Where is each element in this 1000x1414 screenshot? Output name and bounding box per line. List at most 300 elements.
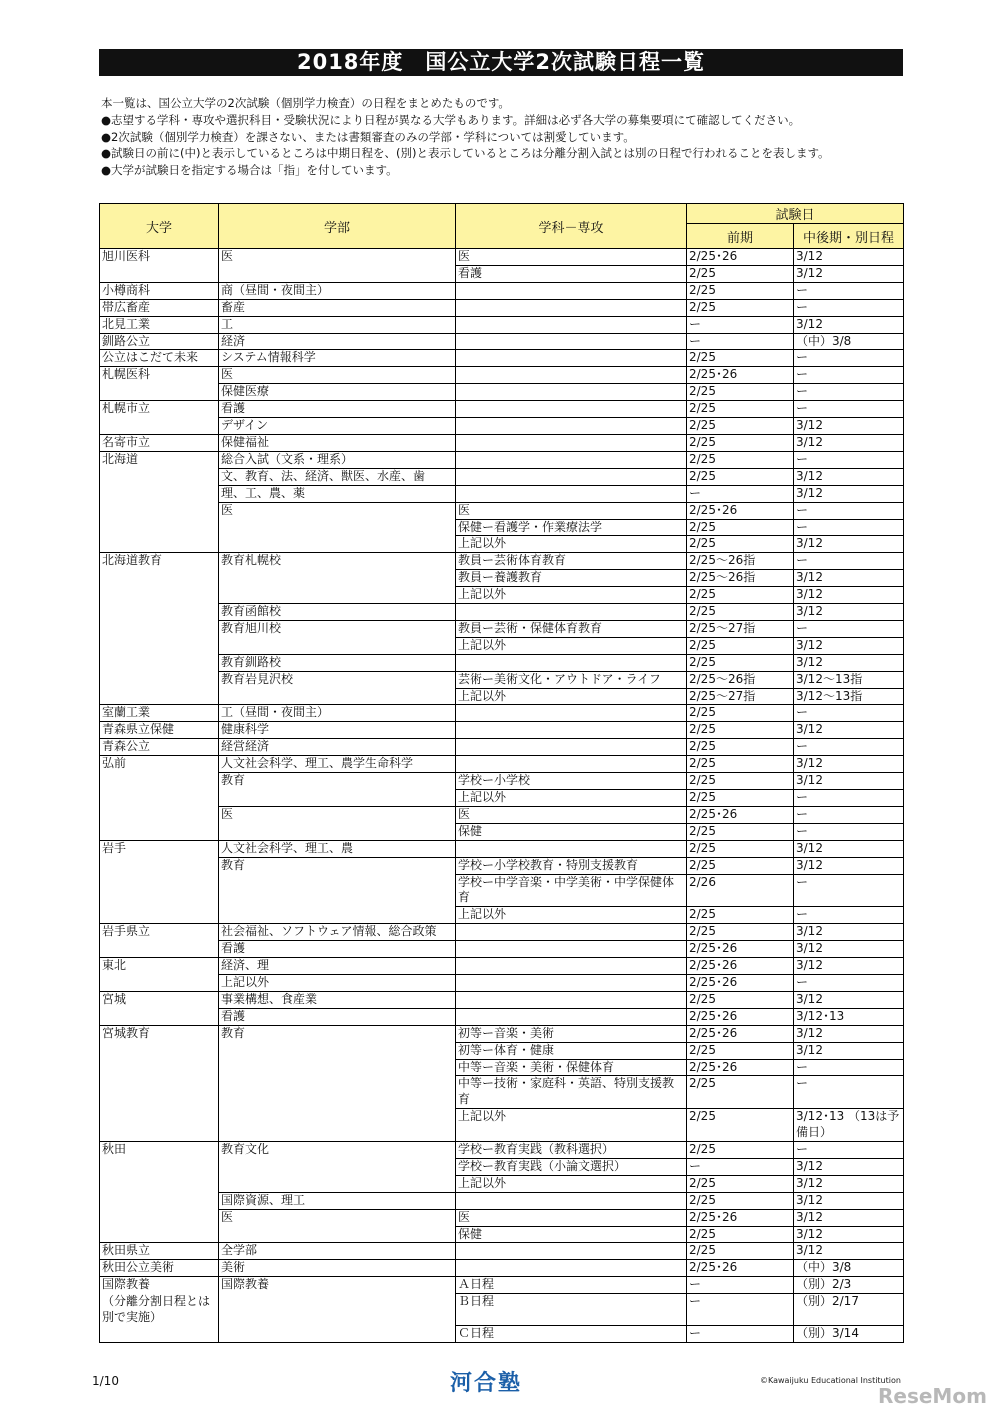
- cell-mid-late: ー: [794, 519, 904, 536]
- cell-university: [100, 806, 219, 823]
- table-row: [100, 705, 904, 722]
- cell-mid-late: 3/12: [794, 604, 904, 621]
- table-row: [100, 1076, 904, 1109]
- cell-university: [100, 1109, 219, 1142]
- cell-early: 2/25･26: [687, 974, 794, 991]
- cell-university: [100, 773, 219, 790]
- cell-early: 2/25: [687, 434, 794, 451]
- table-row: [100, 874, 904, 907]
- cell-university: [100, 790, 219, 807]
- cell-department: 学校ー中学音楽・中学美術・中学保健体育: [456, 874, 687, 907]
- cell-faculty: [219, 536, 456, 553]
- cell-faculty: [219, 1076, 456, 1109]
- table-row: [100, 1025, 904, 1042]
- cell-mid-late: 3/12: [794, 924, 904, 941]
- cell-university: 岩手: [100, 840, 219, 857]
- cell-early: 2/25: [687, 991, 794, 1008]
- cell-early: 2/25･26: [687, 1260, 794, 1277]
- cell-department: 看護: [456, 265, 687, 282]
- cell-department: 上記以外: [456, 688, 687, 705]
- cell-faculty: 商（昼間・夜間主）: [219, 282, 456, 299]
- cell-mid-late: ー: [794, 299, 904, 316]
- cell-department: [456, 1243, 687, 1260]
- cell-early: 2/25: [687, 587, 794, 604]
- cell-early: 2/25･26: [687, 1209, 794, 1226]
- cell-mid-late: ー: [794, 451, 904, 468]
- cell-mid-late: 3/12: [794, 941, 904, 958]
- table-row: [100, 418, 904, 435]
- cell-university: [100, 604, 219, 621]
- table-row: [100, 941, 904, 958]
- cell-department: 上記以外: [456, 1109, 687, 1142]
- table-row: [100, 1059, 904, 1076]
- cell-faculty: 教育文化: [219, 1142, 456, 1159]
- cell-faculty: 経済: [219, 333, 456, 350]
- cell-early: 2/25･26: [687, 1025, 794, 1042]
- cell-faculty: システム情報科学: [219, 350, 456, 367]
- copyright: ©Kawaijuku Educational Institution: [760, 1376, 901, 1385]
- cell-early: 2/25: [687, 1042, 794, 1059]
- cell-university: [100, 1326, 219, 1343]
- table-row: [100, 536, 904, 553]
- cell-mid-late: 3/12: [794, 857, 904, 874]
- table-row: [100, 857, 904, 874]
- cell-department: 教員ー芸術・保健体育教育: [456, 620, 687, 637]
- cell-university: [100, 941, 219, 958]
- cell-mid-late: ー: [794, 502, 904, 519]
- cell-mid-late: 3/12～13指: [794, 688, 904, 705]
- cell-early: 2/25～26指: [687, 671, 794, 688]
- cell-department: [456, 604, 687, 621]
- cell-faculty: [219, 1042, 456, 1059]
- cell-faculty: 美術: [219, 1260, 456, 1277]
- cell-early: ー: [687, 1294, 794, 1326]
- table-row: [100, 907, 904, 924]
- cell-department: [456, 924, 687, 941]
- table-row: [100, 1142, 904, 1159]
- cell-mid-late: 3/12: [794, 991, 904, 1008]
- table-row: [100, 1260, 904, 1277]
- table-row: [100, 1109, 904, 1142]
- cell-department: Ａ日程: [456, 1277, 687, 1294]
- cell-early: 2/25: [687, 299, 794, 316]
- cell-early: 2/25: [687, 907, 794, 924]
- table-row: [100, 924, 904, 941]
- cell-university: [100, 1158, 219, 1175]
- cell-faculty: [219, 823, 456, 840]
- cell-university: [100, 570, 219, 587]
- cell-university: [100, 1076, 219, 1109]
- cell-early: 2/25: [687, 722, 794, 739]
- header-exam-date: 試験日: [687, 204, 904, 224]
- cell-faculty: 工: [219, 316, 456, 333]
- cell-mid-late: 3/12･13 （13は予備日）: [794, 1109, 904, 1142]
- cell-department: [456, 1192, 687, 1209]
- cell-faculty: [219, 907, 456, 924]
- cell-mid-late: 3/12: [794, 485, 904, 502]
- note-line: 本一覧は、国公立大学の2次試験（個別学力検査）の日程をまとめたものです。: [101, 96, 510, 110]
- table-row: [100, 1226, 904, 1243]
- cell-university: [100, 907, 219, 924]
- table-row: [100, 1175, 904, 1192]
- cell-faculty: [219, 519, 456, 536]
- cell-early: 2/25: [687, 1142, 794, 1159]
- cell-department: [456, 451, 687, 468]
- cell-university: 弘前: [100, 756, 219, 773]
- cell-faculty: [219, 265, 456, 282]
- cell-faculty: [219, 1059, 456, 1076]
- cell-mid-late: 3/12～13指: [794, 671, 904, 688]
- cell-mid-late: 3/12: [794, 1209, 904, 1226]
- table-row: [100, 654, 904, 671]
- cell-mid-late: （別）3/14: [794, 1326, 904, 1343]
- cell-department: 学校ー小学校教育・特別支援教育: [456, 857, 687, 874]
- cell-university: [100, 265, 219, 282]
- cell-faculty: 医: [219, 806, 456, 823]
- cell-early: 2/25･26: [687, 249, 794, 266]
- notes: [101, 95, 901, 179]
- cell-early: 2/25: [687, 1109, 794, 1142]
- cell-department: 上記以外: [456, 637, 687, 654]
- cell-mid-late: 3/12: [794, 1192, 904, 1209]
- cell-university: 宮城: [100, 991, 219, 1008]
- cell-university: 室蘭工業: [100, 705, 219, 722]
- cell-university: [100, 857, 219, 874]
- cell-university: 国際教養: [100, 1277, 219, 1294]
- cell-early: 2/25: [687, 756, 794, 773]
- cell-faculty: 国際教養: [219, 1277, 456, 1294]
- cell-faculty: 健康科学: [219, 722, 456, 739]
- cell-department: 医: [456, 806, 687, 823]
- table-row: [100, 1209, 904, 1226]
- table-row: [100, 434, 904, 451]
- cell-department: 学校ー小学校: [456, 773, 687, 790]
- cell-department: [456, 1008, 687, 1025]
- cell-mid-late: ー: [794, 384, 904, 401]
- cell-mid-late: 3/12: [794, 265, 904, 282]
- cell-department: 初等ー体育・健康: [456, 1042, 687, 1059]
- exam-schedule-table: [99, 203, 904, 1343]
- table-row: [100, 840, 904, 857]
- table-row: [100, 519, 904, 536]
- cell-department: [456, 941, 687, 958]
- table-row: [100, 756, 904, 773]
- cell-faculty: [219, 1175, 456, 1192]
- cell-early: 2/25･26: [687, 941, 794, 958]
- cell-university: [100, 485, 219, 502]
- cell-department: [456, 974, 687, 991]
- cell-early: 2/25: [687, 637, 794, 654]
- cell-mid-late: ー: [794, 790, 904, 807]
- cell-department: 学校ー教育実践（小論文選択）: [456, 1158, 687, 1175]
- cell-university: 札幌市立: [100, 401, 219, 418]
- cell-early: 2/25･26: [687, 806, 794, 823]
- table-row: [100, 265, 904, 282]
- table-row: [100, 1326, 904, 1343]
- cell-university: [100, 1059, 219, 1076]
- cell-university: [100, 688, 219, 705]
- cell-mid-late: （中）3/8: [794, 1260, 904, 1277]
- cell-early: 2/25･26: [687, 502, 794, 519]
- cell-department: 初等ー音楽・美術: [456, 1025, 687, 1042]
- cell-university: 青森公立: [100, 739, 219, 756]
- cell-mid-late: ー: [794, 974, 904, 991]
- cell-mid-late: 3/12: [794, 316, 904, 333]
- cell-early: 2/25: [687, 739, 794, 756]
- cell-faculty: 総合入試（文系・理系）: [219, 451, 456, 468]
- cell-mid-late: （中）3/8: [794, 333, 904, 350]
- table-row: [100, 570, 904, 587]
- table-row: [100, 958, 904, 975]
- table-row: [100, 974, 904, 991]
- cell-faculty: [219, 874, 456, 907]
- cell-university: [100, 671, 219, 688]
- cell-early: 2/25: [687, 1076, 794, 1109]
- cell-university: 釧路公立: [100, 333, 219, 350]
- cell-university: [100, 637, 219, 654]
- cell-university: 札幌医科: [100, 367, 219, 384]
- cell-department: [456, 468, 687, 485]
- table-row: [100, 333, 904, 350]
- cell-faculty: 教育旭川校: [219, 620, 456, 637]
- cell-early: 2/25: [687, 418, 794, 435]
- cell-department: [456, 654, 687, 671]
- cell-faculty: 経済、理: [219, 958, 456, 975]
- resemom-watermark: ReseMom: [878, 1384, 987, 1408]
- cell-department: [456, 401, 687, 418]
- cell-early: 2/25: [687, 468, 794, 485]
- cell-mid-late: ー: [794, 553, 904, 570]
- table-row: [100, 620, 904, 637]
- cell-department: 医: [456, 502, 687, 519]
- table-row: [100, 587, 904, 604]
- cell-mid-late: 3/12: [794, 637, 904, 654]
- cell-mid-late: ー: [794, 823, 904, 840]
- cell-faculty: 医: [219, 367, 456, 384]
- cell-department: 上記以外: [456, 790, 687, 807]
- cell-mid-late: 3/12: [794, 1158, 904, 1175]
- cell-university: [100, 468, 219, 485]
- cell-university: 岩手県立: [100, 924, 219, 941]
- cell-university: 旭川医科: [100, 249, 219, 266]
- table-row: [100, 1277, 904, 1294]
- cell-department: [456, 1260, 687, 1277]
- kawaijuku-logo: 河合塾: [450, 1371, 523, 1396]
- cell-university: [100, 384, 219, 401]
- table-row: [100, 1294, 904, 1326]
- cell-mid-late: ー: [794, 705, 904, 722]
- table-row: [100, 1042, 904, 1059]
- cell-department: Ｃ日程: [456, 1326, 687, 1343]
- cell-mid-late: 3/12: [794, 1175, 904, 1192]
- cell-department: [456, 722, 687, 739]
- cell-university: 公立はこだて未来: [100, 350, 219, 367]
- cell-early: 2/25: [687, 1243, 794, 1260]
- table-row: [100, 823, 904, 840]
- cell-early: 2/25～26指: [687, 553, 794, 570]
- cell-faculty: [219, 1226, 456, 1243]
- cell-department: [456, 418, 687, 435]
- cell-faculty: 医: [219, 249, 456, 266]
- cell-faculty: 教育: [219, 857, 456, 874]
- cell-department: [456, 316, 687, 333]
- table-row: [100, 739, 904, 756]
- table-row: [100, 367, 904, 384]
- table-row: [100, 401, 904, 418]
- table-row: [100, 637, 904, 654]
- table-row: [100, 991, 904, 1008]
- cell-department: 中等ー音楽・美術・保健体育: [456, 1059, 687, 1076]
- header-department: 学科－専攻: [456, 204, 687, 249]
- cell-department: 上記以外: [456, 536, 687, 553]
- cell-mid-late: ー: [794, 401, 904, 418]
- cell-faculty: 医: [219, 502, 456, 519]
- cell-faculty: 経営経済: [219, 739, 456, 756]
- cell-early: 2/25: [687, 1192, 794, 1209]
- cell-mid-late: ー: [794, 1076, 904, 1109]
- cell-early: 2/25: [687, 654, 794, 671]
- cell-department: 医: [456, 249, 687, 266]
- cell-mid-late: ー: [794, 282, 904, 299]
- table-row: [100, 282, 904, 299]
- page-number: 1/10: [92, 1374, 119, 1388]
- cell-mid-late: 3/12: [794, 536, 904, 553]
- table-row: [100, 722, 904, 739]
- header-faculty: 学部: [219, 204, 456, 249]
- cell-university: [100, 974, 219, 991]
- cell-mid-late: ー: [794, 739, 904, 756]
- cell-early: 2/25～27指: [687, 620, 794, 637]
- table-row: [100, 485, 904, 502]
- cell-faculty: 教育: [219, 1025, 456, 1042]
- cell-faculty: 人文社会科学、理工、農: [219, 840, 456, 857]
- cell-department: 保健: [456, 823, 687, 840]
- header-mid-late: 中後期・別日程: [794, 224, 904, 249]
- cell-department: 上記以外: [456, 1175, 687, 1192]
- cell-university: [100, 519, 219, 536]
- table-row: [100, 316, 904, 333]
- cell-department: [456, 756, 687, 773]
- note-line: ●2次試験（個別学力検査）を課さない、または書類審査のみの学部・学科については割愛しています。: [101, 129, 635, 144]
- cell-early: 2/26: [687, 874, 794, 907]
- cell-faculty: [219, 570, 456, 587]
- page-title: 2018年度 国公立大学2次試験日程一覧: [99, 49, 903, 76]
- cell-faculty: [219, 587, 456, 604]
- cell-faculty: 全学部: [219, 1243, 456, 1260]
- cell-university: [100, 418, 219, 435]
- cell-early: 2/25: [687, 384, 794, 401]
- cell-department: 上記以外: [456, 587, 687, 604]
- cell-faculty: [219, 790, 456, 807]
- cell-faculty: 看護: [219, 941, 456, 958]
- cell-department: [456, 434, 687, 451]
- cell-faculty: 教育岩見沢校: [219, 671, 456, 688]
- cell-early: 2/25: [687, 451, 794, 468]
- cell-university: 青森県立保健: [100, 722, 219, 739]
- cell-early: ー: [687, 1158, 794, 1175]
- table-row: [100, 451, 904, 468]
- cell-university: 秋田県立: [100, 1243, 219, 1260]
- cell-faculty: 看護: [219, 401, 456, 418]
- cell-university: [100, 587, 219, 604]
- cell-early: 2/25: [687, 705, 794, 722]
- table-row: [100, 688, 904, 705]
- cell-department: 芸術ー美術文化・アウトドア・ライフ: [456, 671, 687, 688]
- note-line: ●試験日の前に(中)と表示しているところは中期日程を、(別)と表示しているところは分離分割入試とは別の日程で行われることを表します。: [101, 146, 830, 161]
- cell-mid-late: 3/12: [794, 468, 904, 485]
- cell-early: 2/25･26: [687, 958, 794, 975]
- cell-university: 小樽商科: [100, 282, 219, 299]
- table-row: [100, 1158, 904, 1175]
- cell-early: 2/25･26: [687, 1008, 794, 1025]
- cell-department: 教員ー養護教育: [456, 570, 687, 587]
- cell-university: [100, 620, 219, 637]
- cell-department: [456, 367, 687, 384]
- cell-faculty: 畜産: [219, 299, 456, 316]
- table-row: [100, 671, 904, 688]
- cell-early: 2/25: [687, 790, 794, 807]
- cell-department: [456, 350, 687, 367]
- cell-department: [456, 739, 687, 756]
- cell-early: 2/25: [687, 823, 794, 840]
- table-row: [100, 249, 904, 266]
- cell-mid-late: 3/12: [794, 418, 904, 435]
- cell-department: [456, 282, 687, 299]
- cell-early: ー: [687, 333, 794, 350]
- cell-department: 教員ー芸術体育教育: [456, 553, 687, 570]
- cell-mid-late: ー: [794, 907, 904, 924]
- cell-faculty: 教育函館校: [219, 604, 456, 621]
- cell-mid-late: ー: [794, 874, 904, 907]
- cell-faculty: 理、工、農、薬: [219, 485, 456, 502]
- cell-mid-late: 3/12: [794, 958, 904, 975]
- cell-university: 北見工業: [100, 316, 219, 333]
- cell-faculty: [219, 1294, 456, 1326]
- table-row: [100, 384, 904, 401]
- cell-early: 2/25: [687, 1175, 794, 1192]
- table-row: [100, 553, 904, 570]
- cell-department: 中等ー技術・家庭科・英語、特別支援教育: [456, 1076, 687, 1109]
- cell-mid-late: 3/12: [794, 654, 904, 671]
- table-row: [100, 502, 904, 519]
- cell-faculty: [219, 1326, 456, 1343]
- cell-university: 帯広畜産: [100, 299, 219, 316]
- cell-mid-late: 3/12: [794, 249, 904, 266]
- cell-faculty: 社会福祉、ソフトウェア情報、総合政策: [219, 924, 456, 941]
- cell-mid-late: ー: [794, 1059, 904, 1076]
- cell-faculty: [219, 1158, 456, 1175]
- table-row: [100, 1008, 904, 1025]
- cell-early: 2/25: [687, 536, 794, 553]
- cell-university: [100, 654, 219, 671]
- note-line: ●大学が試験日を指定する場合は「指」を付しています。: [101, 163, 398, 178]
- cell-mid-late: 3/12: [794, 434, 904, 451]
- cell-mid-late: 3/12: [794, 1243, 904, 1260]
- table-row: [100, 1192, 904, 1209]
- cell-university: 宮城教育: [100, 1025, 219, 1042]
- cell-department: [456, 299, 687, 316]
- header-university: 大学: [100, 204, 219, 249]
- cell-mid-late: ー: [794, 1142, 904, 1159]
- cell-early: 2/25･26: [687, 1059, 794, 1076]
- cell-early: ー: [687, 316, 794, 333]
- table-row: [100, 604, 904, 621]
- cell-early: ー: [687, 1326, 794, 1343]
- cell-early: 2/25: [687, 350, 794, 367]
- cell-university: [100, 1192, 219, 1209]
- cell-mid-late: 3/12･13: [794, 1008, 904, 1025]
- cell-early: 2/25～27指: [687, 688, 794, 705]
